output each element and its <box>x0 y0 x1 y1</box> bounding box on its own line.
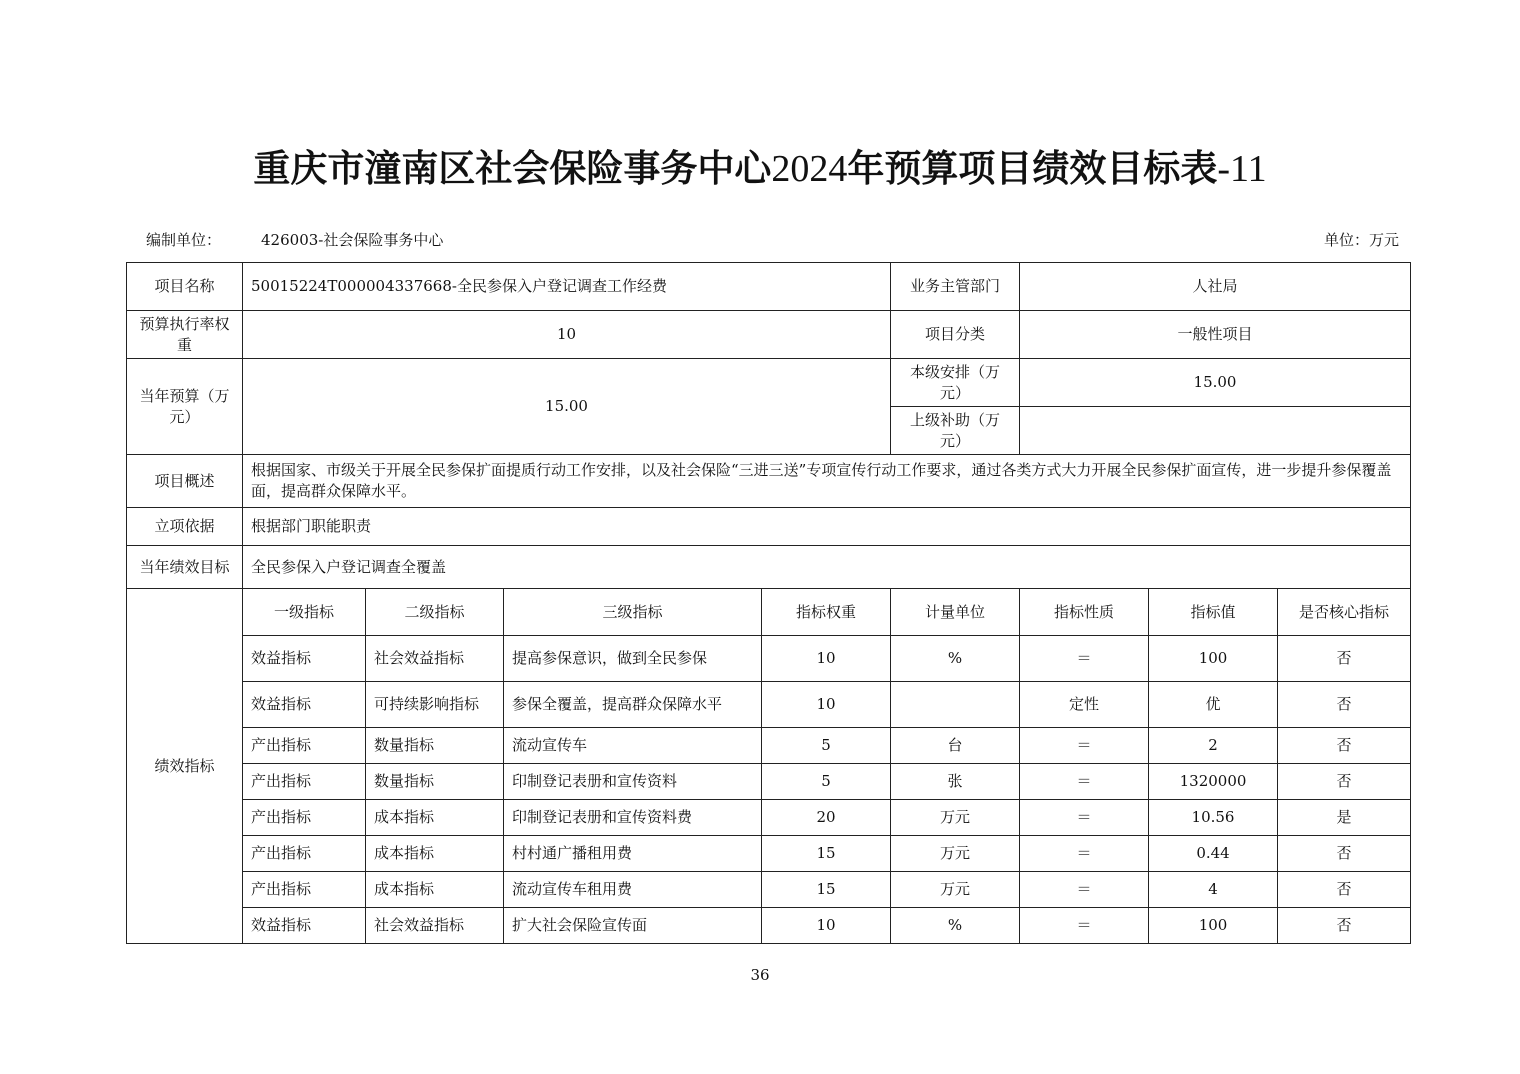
title-number: -11 <box>1217 148 1267 190</box>
project-name-value: 50015224T000004337668-全民参保入户登记调查工作经费 <box>243 263 891 311</box>
overview-value: 根据国家、市级关于开展全民参保扩面提质行动工作安排，以及社会保险“三进三送”专项宣传行动工作要求，通过各类方式大力开展全民参保扩面宣传，进一步提升参保覆盖面，提高群众保障水平。 <box>243 455 1411 508</box>
indicator-level3: 流动宣传车 <box>504 728 762 764</box>
indicator-core: 否 <box>1278 764 1411 800</box>
weight-value: 10 <box>243 311 891 359</box>
title-year: 2024 <box>771 148 848 190</box>
indicator-nature: ＝ <box>1020 908 1149 944</box>
indicator-level3: 村村通广播租用费 <box>504 836 762 872</box>
indicator-value: 2 <box>1149 728 1278 764</box>
indicator-unit: 台 <box>891 728 1020 764</box>
indicator-core: 否 <box>1278 728 1411 764</box>
subsidy-label: 上级补助（万元） <box>891 407 1020 455</box>
indicator-level1: 效益指标 <box>243 908 366 944</box>
indicator-header-level2: 二级指标 <box>366 589 504 636</box>
compiling-unit-value: 426003-社会保险事务中心 <box>261 231 444 249</box>
indicator-level3: 参保全覆盖，提高群众保障水平 <box>504 682 762 728</box>
indicator-core: 否 <box>1278 636 1411 682</box>
indicator-level1: 产出指标 <box>243 836 366 872</box>
project-name-label: 项目名称 <box>127 263 243 311</box>
indicator-core: 否 <box>1278 872 1411 908</box>
indicator-weight: 15 <box>762 836 891 872</box>
indicator-header-row <box>127 589 1411 636</box>
indicator-level2: 数量指标 <box>366 764 504 800</box>
indicator-level2: 成本指标 <box>366 800 504 836</box>
title-suffix: 年预算项目绩效目标表 <box>847 147 1218 190</box>
compiling-unit-label: 编制单位： <box>146 231 222 249</box>
indicator-weight: 10 <box>762 908 891 944</box>
overview-label: 项目概述 <box>127 455 243 508</box>
row-project-name <box>127 263 1411 311</box>
basis-value: 根据部门职能职责 <box>243 508 1411 546</box>
indicator-weight: 10 <box>762 636 891 682</box>
subsidy-value <box>1020 407 1411 455</box>
indicator-core: 否 <box>1278 682 1411 728</box>
indicator-level2: 可持续影响指标 <box>366 682 504 728</box>
row-goal <box>127 546 1411 589</box>
indicator-level3: 印制登记表册和宣传资料费 <box>504 800 762 836</box>
budget-label: 当年预算（万元） <box>127 359 243 455</box>
table-row <box>127 800 1411 836</box>
indicator-unit: 万元 <box>891 872 1020 908</box>
page-title <box>0 138 1520 192</box>
indicator-unit: 万元 <box>891 800 1020 836</box>
table-row <box>127 836 1411 872</box>
table-row <box>127 728 1411 764</box>
indicator-nature: ＝ <box>1020 836 1149 872</box>
indicator-level1: 产出指标 <box>243 800 366 836</box>
table-row <box>127 682 1411 728</box>
indicator-header-core: 是否核心指标 <box>1278 589 1411 636</box>
indicator-level1: 效益指标 <box>243 682 366 728</box>
indicator-level1: 产出指标 <box>243 728 366 764</box>
category-value: 一般性项目 <box>1020 311 1411 359</box>
indicator-weight: 15 <box>762 872 891 908</box>
indicator-nature: ＝ <box>1020 636 1149 682</box>
indicator-unit: % <box>891 636 1020 682</box>
dept-value: 人社局 <box>1020 263 1411 311</box>
indicator-nature: ＝ <box>1020 872 1149 908</box>
indicator-level2: 成本指标 <box>366 872 504 908</box>
row-basis <box>127 508 1411 546</box>
indicator-nature: ＝ <box>1020 728 1149 764</box>
goal-label: 当年绩效目标 <box>127 546 243 589</box>
local-value: 15.00 <box>1020 359 1411 407</box>
indicator-core: 否 <box>1278 908 1411 944</box>
indicator-weight: 5 <box>762 764 891 800</box>
indicator-level1: 产出指标 <box>243 764 366 800</box>
indicator-level2: 数量指标 <box>366 728 504 764</box>
category-label: 项目分类 <box>891 311 1020 359</box>
indicator-core: 是 <box>1278 800 1411 836</box>
indicator-unit: 万元 <box>891 836 1020 872</box>
indicator-value: 1320000 <box>1149 764 1278 800</box>
indicator-header-value: 指标值 <box>1149 589 1278 636</box>
indicator-level2: 社会效益指标 <box>366 636 504 682</box>
indicator-nature: ＝ <box>1020 800 1149 836</box>
indicator-value: 10.56 <box>1149 800 1278 836</box>
row-overview <box>127 455 1411 508</box>
indicator-weight: 5 <box>762 728 891 764</box>
indicator-unit <box>891 682 1020 728</box>
table-row <box>127 764 1411 800</box>
indicator-value: 100 <box>1149 636 1278 682</box>
indicator-level1: 效益指标 <box>243 636 366 682</box>
page-number: 36 <box>750 966 770 984</box>
goal-value: 全民参保入户登记调查全覆盖 <box>243 546 1411 589</box>
indicator-level3: 印制登记表册和宣传资料 <box>504 764 762 800</box>
row-budget <box>127 359 1411 407</box>
indicator-unit: % <box>891 908 1020 944</box>
indicator-header-unit: 计量单位 <box>891 589 1020 636</box>
row-weight <box>127 311 1411 359</box>
indicator-value: 0.44 <box>1149 836 1278 872</box>
indicator-nature: 定性 <box>1020 682 1149 728</box>
dept-label: 业务主管部门 <box>891 263 1020 311</box>
weight-label: 预算执行率权重 <box>127 311 243 359</box>
indicator-value: 优 <box>1149 682 1278 728</box>
indicator-weight: 10 <box>762 682 891 728</box>
indicator-level3: 扩大社会保险宣传面 <box>504 908 762 944</box>
indicator-weight: 20 <box>762 800 891 836</box>
indicator-header-level1: 一级指标 <box>243 589 366 636</box>
title-prefix: 重庆市潼南区社会保险事务中心 <box>253 147 772 190</box>
indicators-label: 绩效指标 <box>127 589 243 944</box>
performance-table <box>126 262 1411 944</box>
table-row <box>127 872 1411 908</box>
indicator-level1: 产出指标 <box>243 872 366 908</box>
local-label: 本级安排（万元） <box>891 359 1020 407</box>
basis-label: 立项依据 <box>127 508 243 546</box>
indicator-unit: 张 <box>891 764 1020 800</box>
budget-value: 15.00 <box>243 359 891 455</box>
indicator-core: 否 <box>1278 836 1411 872</box>
indicator-level3: 流动宣传车租用费 <box>504 872 762 908</box>
compiling-unit <box>146 229 443 250</box>
indicator-value: 100 <box>1149 908 1278 944</box>
indicator-value: 4 <box>1149 872 1278 908</box>
indicator-header-nature: 指标性质 <box>1020 589 1149 636</box>
indicator-nature: ＝ <box>1020 764 1149 800</box>
indicator-level2: 社会效益指标 <box>366 908 504 944</box>
indicator-header-weight: 指标权重 <box>762 589 891 636</box>
table-row <box>127 908 1411 944</box>
indicator-header-level3: 三级指标 <box>504 589 762 636</box>
table-row <box>127 636 1411 682</box>
indicator-level3: 提高参保意识，做到全民参保 <box>504 636 762 682</box>
indicator-level2: 成本指标 <box>366 836 504 872</box>
currency-unit: 单位：万元 <box>1323 231 1399 249</box>
